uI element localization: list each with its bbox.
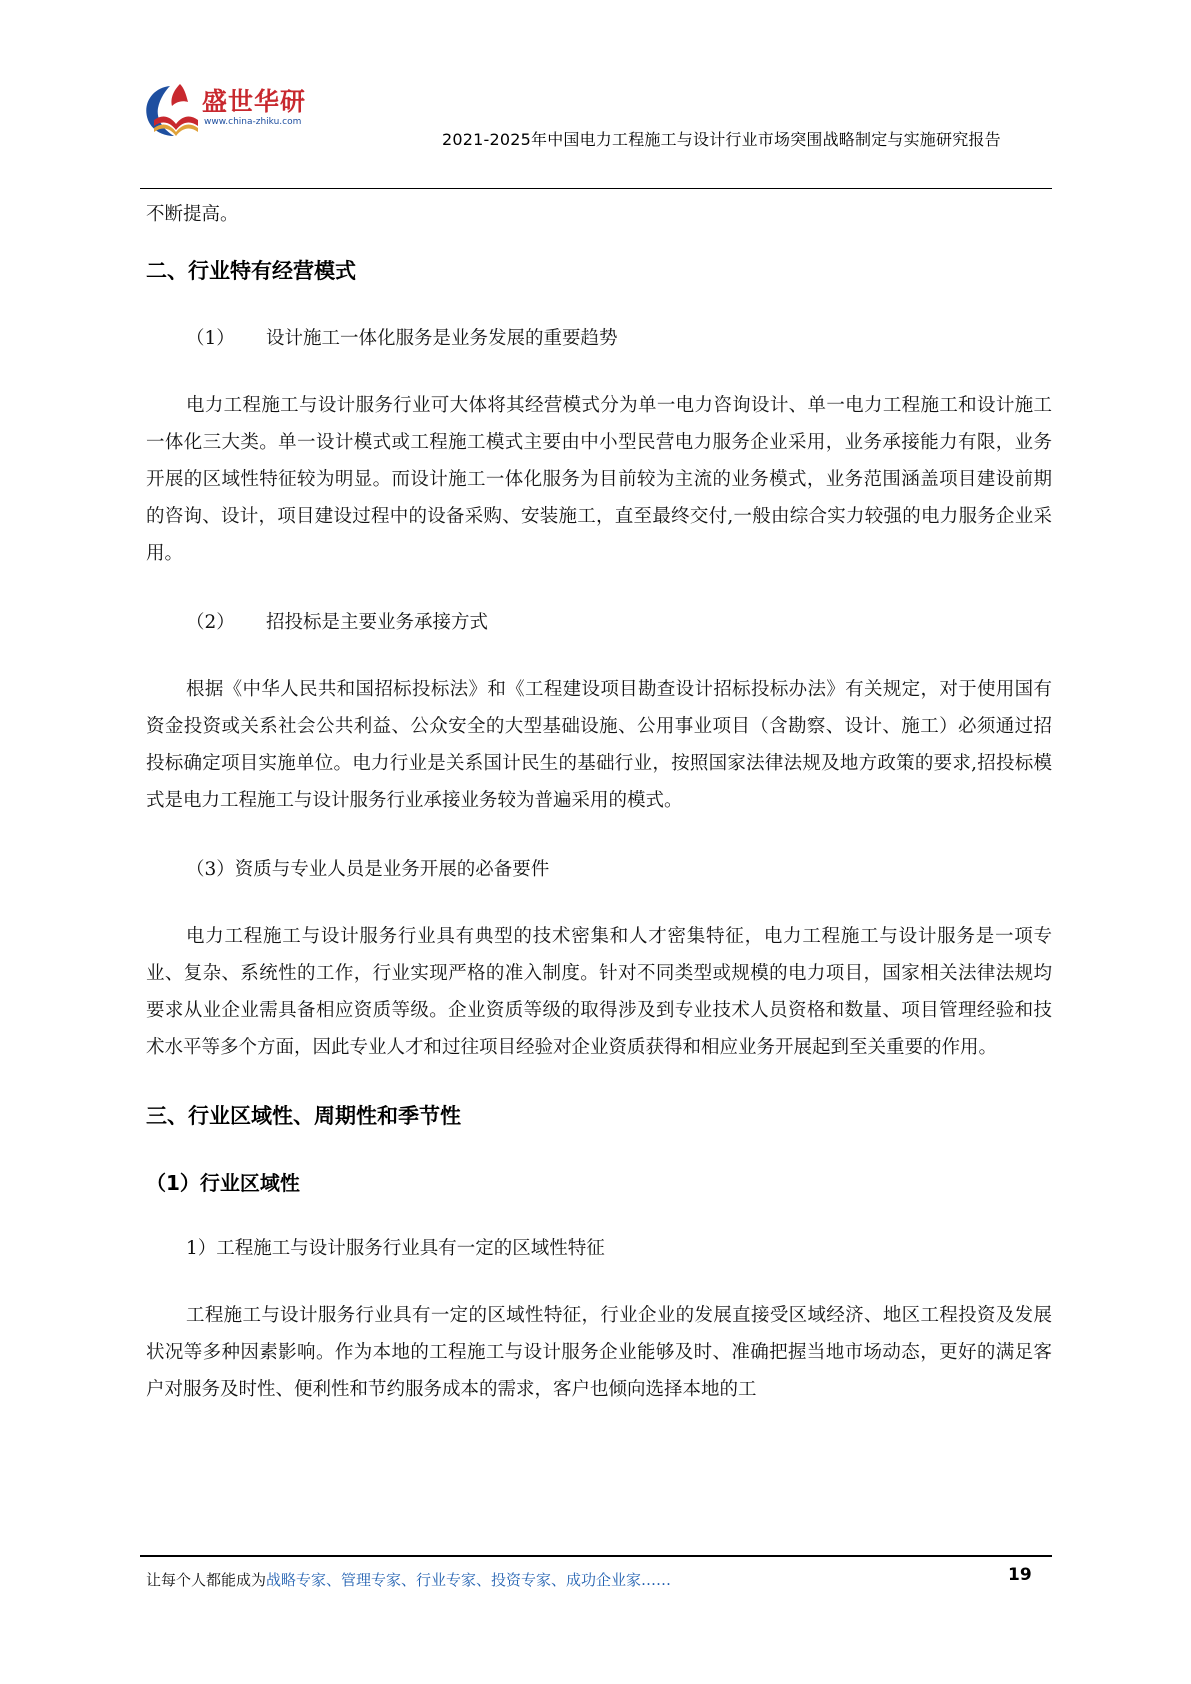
brand-url: www.china-zhiku.com (204, 117, 302, 127)
header-divider (140, 188, 1052, 189)
subheading-item-3: （3）资质与专业人员是业务开展的必备要件 (186, 859, 550, 880)
subsection-heading: （1）行业区域性 (146, 1171, 300, 1195)
paragraph-4: 工程施工与设计服务行业具有一定的区域性特征，行业企业的发展直接受区域经济、地区工程投资及发展状况等多种因素影响。作为本地的工程施工与设计服务企业能够及时、准确把握当地市场动态，更好的满足客户对服务及时性、便利性和节约服务成本的需求，客户也倾向选择本地的工 (146, 1305, 1052, 1400)
page-body (146, 196, 1052, 1440)
footer-slogan (146, 1569, 671, 1590)
section-heading-3: 三、行业区域性、周期性和季节性 (146, 1104, 461, 1128)
brand-name: 盛世华研 (202, 87, 307, 116)
item-number: （1） (186, 328, 235, 349)
section-heading-2: 二、行业特有经营模式 (146, 259, 356, 283)
paragraph-3: 电力工程施工与设计服务行业具有典型的技术密集和人才密集特征，电力工程施工与设计服务是一项专业、复杂、系统性的工作，行业实现严格的准入制度。针对不同类型或规模的电力项目，国家相关法律法规均要求从业企业需具备相应资质等级。企业资质等级的取得涉及到专业技术人员资格和数量、项目管理经验和技术水平等多个方面，因此专业人才和过往项目经验对企业资质获得和相应业务开展起到至关重要的作用。 (146, 926, 1052, 1058)
subheading-item-2 (146, 604, 1052, 641)
report-title: 2021-2025年中国电力工程施工与设计行业市场突围战略制定与实施研究报告 (442, 130, 1001, 149)
footer-divider (140, 1555, 1052, 1557)
subheading-item-1 (146, 320, 1052, 357)
page-number: 19 (1008, 1565, 1032, 1585)
slogan-roles: 战略专家、管理专家、行业专家、投资专家、成功企业家…… (266, 1571, 672, 1589)
subheading-item-4: 1）工程施工与设计服务行业具有一定的区域性特征 (186, 1238, 605, 1259)
continued-text: 不断提高。 (146, 204, 239, 225)
paragraph-2: 根据《中华人民共和国招标投标法》和《工程建设项目勘查设计招标投标办法》有关规定，对于使用国有资金投资或关系社会公共利益、公众安全的大型基础设施、公用事业项目（含勘察、设计、施工）必须通过招投标确定项目实施单位。电力行业是关系国计民生的基础行业，按照国家法律法规及地方政策的要求,招投标模式是电力工程施工与设计服务行业承接业务较为普遍采用的模式。 (146, 679, 1052, 811)
item-text: 招投标是主要业务承接方式 (266, 612, 489, 633)
slogan-lead: 让每个人都能成为 (146, 1571, 267, 1589)
item-text: 设计施工一体化服务是业务发展的重要趋势 (266, 328, 618, 349)
paragraph-1: 电力工程施工与设计服务行业可大体将其经营模式分为单一电力咨询设计、单一电力工程施工和设计施工一体化三大类。单一设计模式或工程施工模式主要由中小型民营电力服务企业采用，业务承接能力有限，业务开展的区域性特征较为明显。而设计施工一体化服务为目前较为主流的业务模式，业务范围涵盖项目建设前期的咨询、设计，项目建设过程中的设备采购、安装施工，直至最终交付,一般由综合实力较强的电力服务企业采用。 (146, 395, 1052, 564)
item-number: （2） (186, 612, 235, 633)
